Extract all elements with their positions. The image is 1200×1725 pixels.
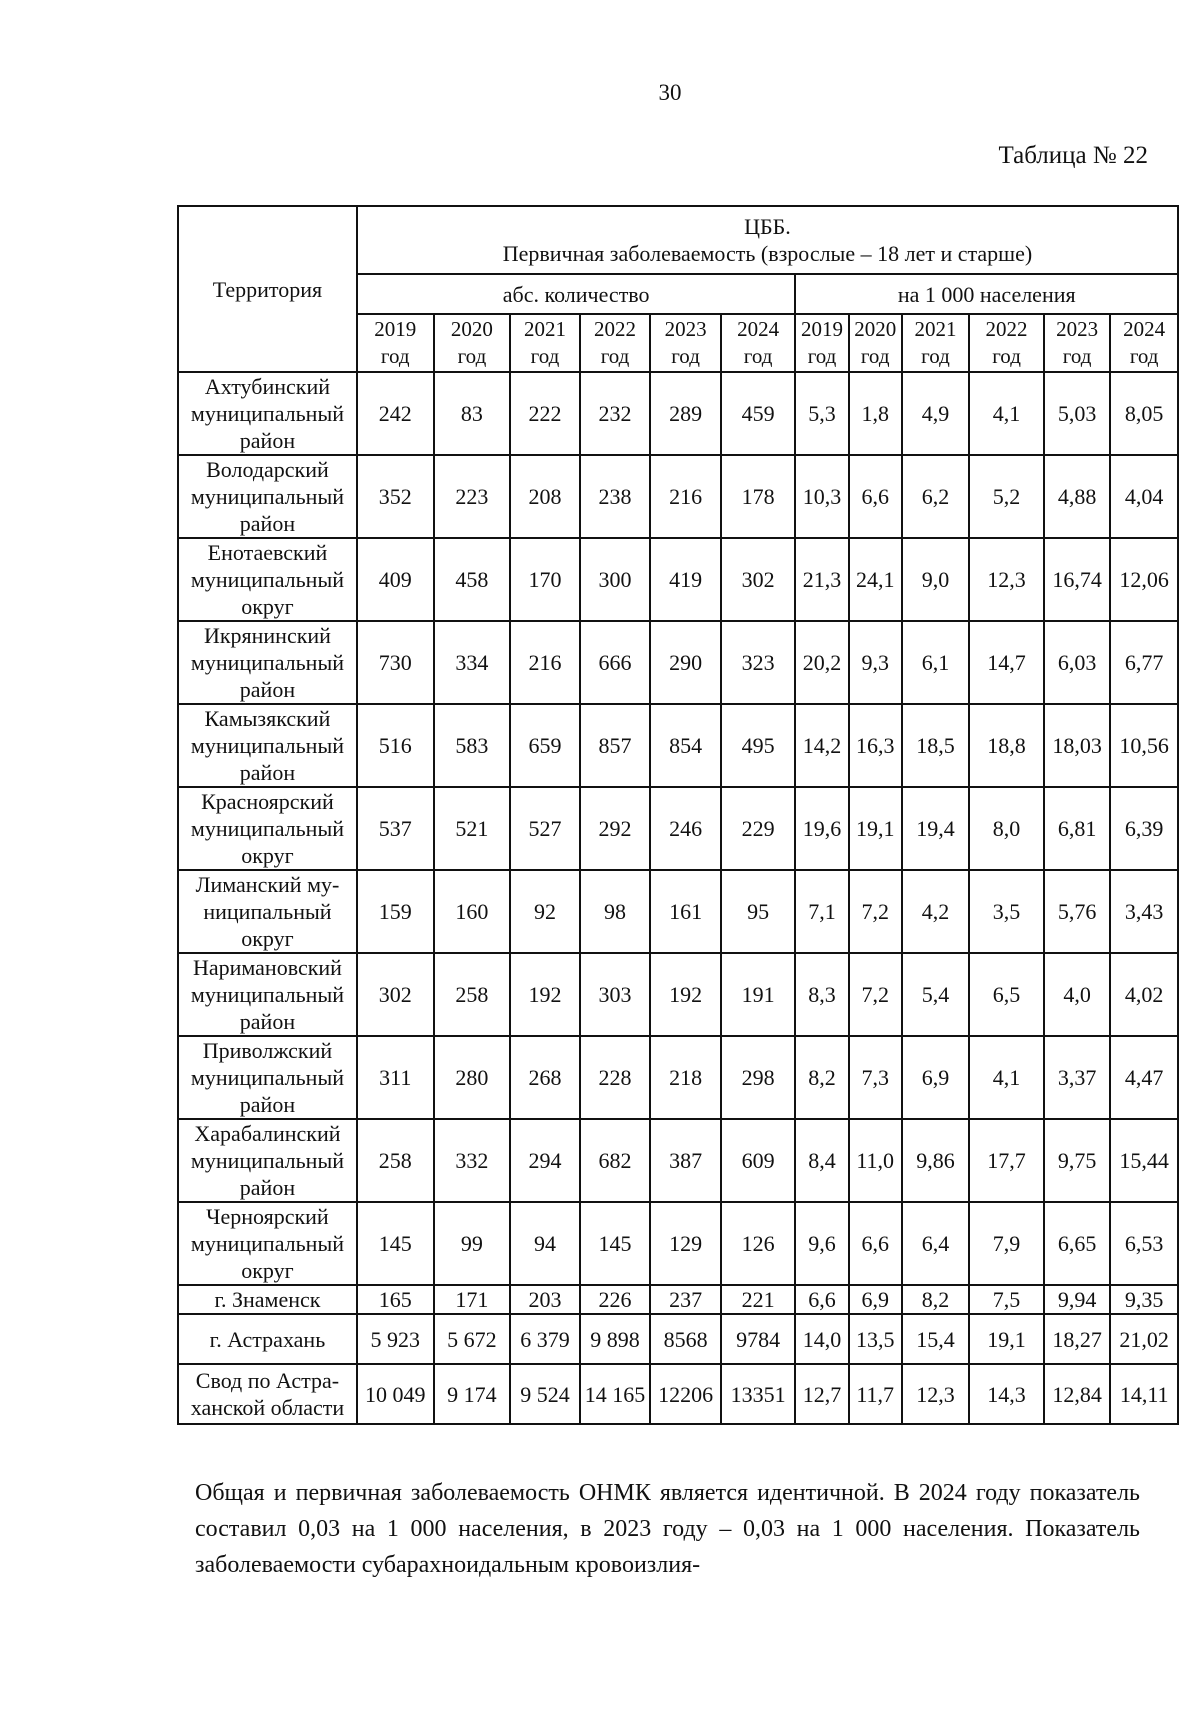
abs-value-cell: 303 xyxy=(580,953,651,1036)
rate-value-cell: 16,74 xyxy=(1044,538,1110,621)
rate-value-cell: 5,3 xyxy=(795,372,848,455)
year-label: 2019 xyxy=(374,317,417,341)
territory-name xyxy=(178,1285,357,1314)
rate-value-cell: 10,3 xyxy=(795,455,848,538)
rate-value-cell: 5,2 xyxy=(969,455,1044,538)
rate-value-cell: 6,39 xyxy=(1110,787,1178,870)
year-label: 2023 xyxy=(664,317,707,341)
year-suffix: год xyxy=(671,344,700,368)
territory-name-line: муниципальный xyxy=(190,1231,344,1256)
rate-value-cell: 4,1 xyxy=(969,372,1044,455)
rate-value-cell: 15,4 xyxy=(902,1314,969,1364)
territory-name-line: Наримановский xyxy=(192,955,342,980)
rate-value-cell: 6,6 xyxy=(795,1285,848,1314)
year-label: 2020 xyxy=(854,317,897,341)
abs-value-cell: 258 xyxy=(434,953,511,1036)
abs-value-cell: 216 xyxy=(510,621,580,704)
per1000-header: на 1 000 населения xyxy=(795,274,1178,314)
year-suffix: год xyxy=(992,344,1021,368)
territory-name-line: муниципальный xyxy=(190,1065,344,1090)
abs-value-cell: 222 xyxy=(510,372,580,455)
abs-value-cell: 419 xyxy=(650,538,721,621)
rate-value-cell: 9,3 xyxy=(849,621,902,704)
territory-name xyxy=(178,538,357,621)
territory-name-line: район xyxy=(239,428,296,453)
rate-value-cell: 16,3 xyxy=(849,704,902,787)
territory-name xyxy=(178,1314,357,1364)
rate-value-cell: 7,3 xyxy=(849,1036,902,1119)
abs-value-cell: 226 xyxy=(580,1285,651,1314)
abs-value-cell: 302 xyxy=(721,538,796,621)
territory-name-line: округ xyxy=(241,843,294,868)
abs-value-cell: 9 174 xyxy=(434,1364,511,1424)
abs-value-cell: 583 xyxy=(434,704,511,787)
abs-year-header xyxy=(434,314,511,372)
territory-name xyxy=(178,621,357,704)
rate-value-cell: 6,1 xyxy=(902,621,969,704)
territory-name xyxy=(178,870,357,953)
territory-name-line: ниципальный xyxy=(203,899,332,924)
table-row xyxy=(178,1314,1178,1364)
rate-value-cell: 9,94 xyxy=(1044,1285,1110,1314)
abs-value-cell: 161 xyxy=(650,870,721,953)
abs-value-cell: 334 xyxy=(434,621,511,704)
rate-value-cell: 7,9 xyxy=(969,1202,1044,1285)
table-row xyxy=(178,538,1178,621)
territory-name-line: Свод по Астра- xyxy=(195,1368,340,1393)
rate-value-cell: 14,11 xyxy=(1110,1364,1178,1424)
abs-value-cell: 145 xyxy=(580,1202,651,1285)
rate-value-cell: 4,0 xyxy=(1044,953,1110,1036)
table-caption: Таблица № 22 xyxy=(998,142,1148,169)
rate-value-cell: 11,0 xyxy=(849,1119,902,1202)
territory-name xyxy=(178,455,357,538)
year-label: 2024 xyxy=(737,317,780,341)
abs-year-header xyxy=(721,314,796,372)
territory-name-line: муниципальный xyxy=(190,401,344,426)
rate-value-cell: 12,06 xyxy=(1110,538,1178,621)
year-suffix: год xyxy=(1062,344,1092,368)
rate-value-cell: 9,75 xyxy=(1044,1119,1110,1202)
abs-value-cell: 5 923 xyxy=(357,1314,434,1364)
abs-value-cell: 294 xyxy=(510,1119,580,1202)
territory-name-line: Володарский xyxy=(206,457,329,482)
abs-value-cell: 92 xyxy=(510,870,580,953)
abs-value-cell: 208 xyxy=(510,455,580,538)
territory-name xyxy=(178,1119,357,1202)
table-row xyxy=(178,704,1178,787)
abs-value-cell: 192 xyxy=(650,953,721,1036)
group-title-line1: ЦББ. xyxy=(744,214,791,239)
territory-name-line: Ахтубинский xyxy=(204,374,331,399)
rate-value-cell: 6,4 xyxy=(902,1202,969,1285)
rate-value-cell: 6,6 xyxy=(849,455,902,538)
territory-name xyxy=(178,704,357,787)
abs-value-cell: 280 xyxy=(434,1036,511,1119)
abs-value-cell: 323 xyxy=(721,621,796,704)
rate-value-cell: 4,1 xyxy=(969,1036,1044,1119)
abs-value-cell: 458 xyxy=(434,538,511,621)
abs-value-cell: 191 xyxy=(721,953,796,1036)
rate-value-cell: 6,9 xyxy=(902,1036,969,1119)
abs-value-cell: 165 xyxy=(357,1285,434,1314)
year-label: 2023 xyxy=(1056,317,1099,341)
rate-value-cell: 18,03 xyxy=(1044,704,1110,787)
group-title-line2: Первичная заболеваемость (взрослые – 18 лет и старше) xyxy=(502,241,1033,266)
territory-name-line: муниципальный xyxy=(190,650,344,675)
abs-value-cell: 682 xyxy=(580,1119,651,1202)
year-label: 2019 xyxy=(801,317,844,341)
rate-value-cell: 5,76 xyxy=(1044,870,1110,953)
abs-value-cell: 221 xyxy=(721,1285,796,1314)
rate-value-cell: 10,56 xyxy=(1110,704,1178,787)
abs-value-cell: 854 xyxy=(650,704,721,787)
abs-value-cell: 352 xyxy=(357,455,434,538)
rate-value-cell: 20,2 xyxy=(795,621,848,704)
year-label: 2020 xyxy=(450,317,493,341)
rate-value-cell: 6,53 xyxy=(1110,1202,1178,1285)
rate-value-cell: 6,5 xyxy=(969,953,1044,1036)
territory-name-line: Лиманский му- xyxy=(195,872,340,897)
rate-value-cell: 6,9 xyxy=(849,1285,902,1314)
abs-value-cell: 298 xyxy=(721,1036,796,1119)
territory-name xyxy=(178,1202,357,1285)
abs-value-cell: 246 xyxy=(650,787,721,870)
abs-value-cell: 9784 xyxy=(721,1314,796,1364)
page-number: 30 xyxy=(658,80,682,105)
territory-name-line: Красноярский xyxy=(201,789,334,814)
abs-value-cell: 666 xyxy=(580,621,651,704)
table-row xyxy=(178,1119,1178,1202)
territory-name-line: район xyxy=(239,677,296,702)
abs-year-header xyxy=(357,314,434,372)
rate-value-cell: 18,8 xyxy=(969,704,1044,787)
rate-value-cell: 3,37 xyxy=(1044,1036,1110,1119)
abs-value-cell: 178 xyxy=(721,455,796,538)
abs-value-cell: 495 xyxy=(721,704,796,787)
territory-name-line: Приволжский xyxy=(202,1038,333,1063)
abs-value-cell: 242 xyxy=(357,372,434,455)
abs-value-cell: 98 xyxy=(580,870,651,953)
table-row xyxy=(178,455,1178,538)
territory-name-line: Камызякский xyxy=(204,706,331,731)
abs-value-cell: 94 xyxy=(510,1202,580,1285)
rate-value-cell: 8,05 xyxy=(1110,372,1178,455)
rate-value-cell: 9,86 xyxy=(902,1119,969,1202)
territory-name xyxy=(178,372,357,455)
abs-value-cell: 171 xyxy=(434,1285,511,1314)
territory-name-line: муниципальный xyxy=(190,982,344,1007)
table-row xyxy=(178,1364,1178,1424)
rate-year-header xyxy=(849,314,902,372)
rate-value-cell: 4,02 xyxy=(1110,953,1178,1036)
rate-value-cell: 12,3 xyxy=(969,538,1044,621)
territory-name-line: округ xyxy=(241,926,294,951)
rate-value-cell: 14,0 xyxy=(795,1314,848,1364)
abs-value-cell: 521 xyxy=(434,787,511,870)
abs-value-cell: 95 xyxy=(721,870,796,953)
territory-name xyxy=(178,1036,357,1119)
territory-name-line: округ xyxy=(241,594,294,619)
rate-year-header xyxy=(1110,314,1178,372)
rate-value-cell: 19,6 xyxy=(795,787,848,870)
table-row xyxy=(178,787,1178,870)
rate-value-cell: 6,03 xyxy=(1044,621,1110,704)
rate-value-cell: 7,2 xyxy=(849,953,902,1036)
rate-value-cell: 21,02 xyxy=(1110,1314,1178,1364)
abs-value-cell: 216 xyxy=(650,455,721,538)
territory-name-line: г. Астрахань xyxy=(209,1326,326,1352)
rate-value-cell: 15,44 xyxy=(1110,1119,1178,1202)
rate-value-cell: 4,47 xyxy=(1110,1036,1178,1119)
rate-value-cell: 6,6 xyxy=(849,1202,902,1285)
rate-value-cell: 6,2 xyxy=(902,455,969,538)
rate-value-cell: 9,6 xyxy=(795,1202,848,1285)
year-suffix: год xyxy=(380,344,410,368)
abs-header: абс. количество xyxy=(357,274,796,314)
table-row xyxy=(178,953,1178,1036)
rate-value-cell: 12,84 xyxy=(1044,1364,1110,1424)
year-label: 2022 xyxy=(594,317,637,341)
rate-value-cell: 7,2 xyxy=(849,870,902,953)
year-label: 2021 xyxy=(914,317,957,341)
abs-value-cell: 659 xyxy=(510,704,580,787)
territory-name-line: район xyxy=(239,1009,296,1034)
year-suffix: год xyxy=(921,344,950,368)
rate-value-cell: 12,7 xyxy=(795,1364,848,1424)
rate-value-cell: 19,4 xyxy=(902,787,969,870)
territory-name-line: район xyxy=(239,1092,296,1117)
abs-value-cell: 409 xyxy=(357,538,434,621)
rate-value-cell: 8,3 xyxy=(795,953,848,1036)
rate-value-cell: 9,35 xyxy=(1110,1285,1178,1314)
abs-value-cell: 192 xyxy=(510,953,580,1036)
rate-value-cell: 6,81 xyxy=(1044,787,1110,870)
abs-value-cell: 126 xyxy=(721,1202,796,1285)
rate-value-cell: 4,9 xyxy=(902,372,969,455)
territory-name xyxy=(178,787,357,870)
rate-value-cell: 3,5 xyxy=(969,870,1044,953)
territory-name-line: район xyxy=(239,760,296,785)
year-label: 2021 xyxy=(524,317,566,341)
abs-value-cell: 290 xyxy=(650,621,721,704)
table-row xyxy=(178,372,1178,455)
abs-value-cell: 145 xyxy=(357,1202,434,1285)
abs-value-cell: 289 xyxy=(650,372,721,455)
rate-value-cell: 5,4 xyxy=(902,953,969,1036)
abs-value-cell: 730 xyxy=(357,621,434,704)
territory-name-line: район xyxy=(239,511,296,536)
rate-value-cell: 14,3 xyxy=(969,1364,1044,1424)
territory-name-line: муниципальный xyxy=(190,733,344,758)
abs-value-cell: 228 xyxy=(580,1036,651,1119)
abs-value-cell: 129 xyxy=(650,1202,721,1285)
rate-year-header xyxy=(1044,314,1110,372)
rate-value-cell: 8,4 xyxy=(795,1119,848,1202)
abs-value-cell: 159 xyxy=(357,870,434,953)
table-body xyxy=(178,372,1178,1424)
abs-value-cell: 387 xyxy=(650,1119,721,1202)
rate-value-cell: 3,43 xyxy=(1110,870,1178,953)
rate-value-cell: 9,0 xyxy=(902,538,969,621)
territory-name-line: муниципальный xyxy=(190,567,344,592)
abs-value-cell: 268 xyxy=(510,1036,580,1119)
abs-value-cell: 238 xyxy=(580,455,651,538)
year-suffix: год xyxy=(600,344,630,368)
table-row xyxy=(178,1202,1178,1285)
year-suffix: год xyxy=(743,344,773,368)
table-row xyxy=(178,1285,1178,1314)
table-row xyxy=(178,1036,1178,1119)
abs-value-cell: 99 xyxy=(434,1202,511,1285)
rate-value-cell: 18,5 xyxy=(902,704,969,787)
abs-value-cell: 203 xyxy=(510,1285,580,1314)
rate-value-cell: 4,88 xyxy=(1044,455,1110,538)
abs-value-cell: 527 xyxy=(510,787,580,870)
rate-value-cell: 12,3 xyxy=(902,1364,969,1424)
abs-value-cell: 6 379 xyxy=(510,1314,580,1364)
abs-value-cell: 13351 xyxy=(721,1364,796,1424)
rate-value-cell: 4,2 xyxy=(902,870,969,953)
year-suffix: год xyxy=(530,344,560,368)
year-label: 2024 xyxy=(1123,317,1166,341)
rate-value-cell: 18,27 xyxy=(1044,1314,1110,1364)
territory-name xyxy=(178,953,357,1036)
rate-value-cell: 7,5 xyxy=(969,1285,1044,1314)
abs-value-cell: 229 xyxy=(721,787,796,870)
rate-value-cell: 7,1 xyxy=(795,870,848,953)
abs-value-cell: 332 xyxy=(434,1119,511,1202)
rate-value-cell: 6,77 xyxy=(1110,621,1178,704)
rate-value-cell: 8,0 xyxy=(969,787,1044,870)
rate-value-cell: 24,1 xyxy=(849,538,902,621)
morbidity-table xyxy=(177,205,1179,1425)
table-row xyxy=(178,870,1178,953)
abs-value-cell: 9 898 xyxy=(580,1314,651,1364)
abs-value-cell: 258 xyxy=(357,1119,434,1202)
rate-value-cell: 8,2 xyxy=(795,1036,848,1119)
territory-name-line: Харабалинский xyxy=(194,1121,341,1146)
year-suffix: год xyxy=(1129,344,1159,368)
abs-value-cell: 300 xyxy=(580,538,651,621)
abs-value-cell: 14 165 xyxy=(580,1364,651,1424)
territory-name-line: г. Знаменск xyxy=(214,1287,321,1312)
rate-value-cell: 21,3 xyxy=(795,538,848,621)
rate-value-cell: 19,1 xyxy=(969,1314,1044,1364)
abs-value-cell: 83 xyxy=(434,372,511,455)
abs-value-cell: 537 xyxy=(357,787,434,870)
rate-value-cell: 13,5 xyxy=(849,1314,902,1364)
territory-name-line: муниципальный xyxy=(190,484,344,509)
rate-value-cell: 11,7 xyxy=(849,1364,902,1424)
territory-name-line: Енотаевский xyxy=(207,540,328,565)
abs-value-cell: 9 524 xyxy=(510,1364,580,1424)
abs-value-cell: 8568 xyxy=(650,1314,721,1364)
table-row xyxy=(178,621,1178,704)
territory-name xyxy=(178,1364,357,1424)
rate-year-header xyxy=(902,314,969,372)
territory-name-line: Икрянинский xyxy=(203,623,331,648)
abs-value-cell: 459 xyxy=(721,372,796,455)
abs-value-cell: 170 xyxy=(510,538,580,621)
rate-value-cell: 14,7 xyxy=(969,621,1044,704)
rate-value-cell: 17,7 xyxy=(969,1119,1044,1202)
rate-value-cell: 6,65 xyxy=(1044,1202,1110,1285)
rate-value-cell: 14,2 xyxy=(795,704,848,787)
abs-value-cell: 857 xyxy=(580,704,651,787)
territory-name-line: Черноярский xyxy=(206,1204,329,1229)
territory-name-line: муниципальный xyxy=(190,1148,344,1173)
rate-value-cell: 4,04 xyxy=(1110,455,1178,538)
abs-value-cell: 516 xyxy=(357,704,434,787)
abs-value-cell: 160 xyxy=(434,870,511,953)
abs-value-cell: 609 xyxy=(721,1119,796,1202)
abs-year-header xyxy=(650,314,721,372)
abs-value-cell: 12206 xyxy=(650,1364,721,1424)
abs-value-cell: 223 xyxy=(434,455,511,538)
year-label: 2022 xyxy=(985,317,1028,341)
year-suffix: год xyxy=(807,344,837,368)
body-paragraph: Общая и первичная заболеваемость ОНМК является идентичной. В 2024 году показатель составил 0,03 на 1 000 населения, в 2023 году – 0,03 на 1 000 населения. Показатель заболеваемости субарахноидальным кровоизлия- xyxy=(195,1480,1140,1578)
abs-value-cell: 237 xyxy=(650,1285,721,1314)
abs-value-cell: 218 xyxy=(650,1036,721,1119)
abs-value-cell: 302 xyxy=(357,953,434,1036)
abs-value-cell: 311 xyxy=(357,1036,434,1119)
abs-year-header xyxy=(580,314,651,372)
territory-name-line: район xyxy=(239,1175,296,1200)
territory-header: Территория xyxy=(178,206,357,372)
rate-value-cell: 8,2 xyxy=(902,1285,969,1314)
abs-value-cell: 5 672 xyxy=(434,1314,511,1364)
group-header xyxy=(357,206,1178,274)
rate-value-cell: 19,1 xyxy=(849,787,902,870)
territory-name-line: муниципальный xyxy=(190,816,344,841)
year-suffix: год xyxy=(457,344,487,368)
year-suffix: год xyxy=(860,344,890,368)
abs-value-cell: 292 xyxy=(580,787,651,870)
abs-value-cell: 10 049 xyxy=(357,1364,434,1424)
abs-value-cell: 232 xyxy=(580,372,651,455)
abs-year-header xyxy=(510,314,580,372)
territory-name-line: ханской области xyxy=(190,1395,345,1420)
rate-year-header xyxy=(795,314,848,372)
territory-name-line: округ xyxy=(241,1258,294,1283)
rate-year-header xyxy=(969,314,1044,372)
rate-value-cell: 1,8 xyxy=(849,372,902,455)
rate-value-cell: 5,03 xyxy=(1044,372,1110,455)
